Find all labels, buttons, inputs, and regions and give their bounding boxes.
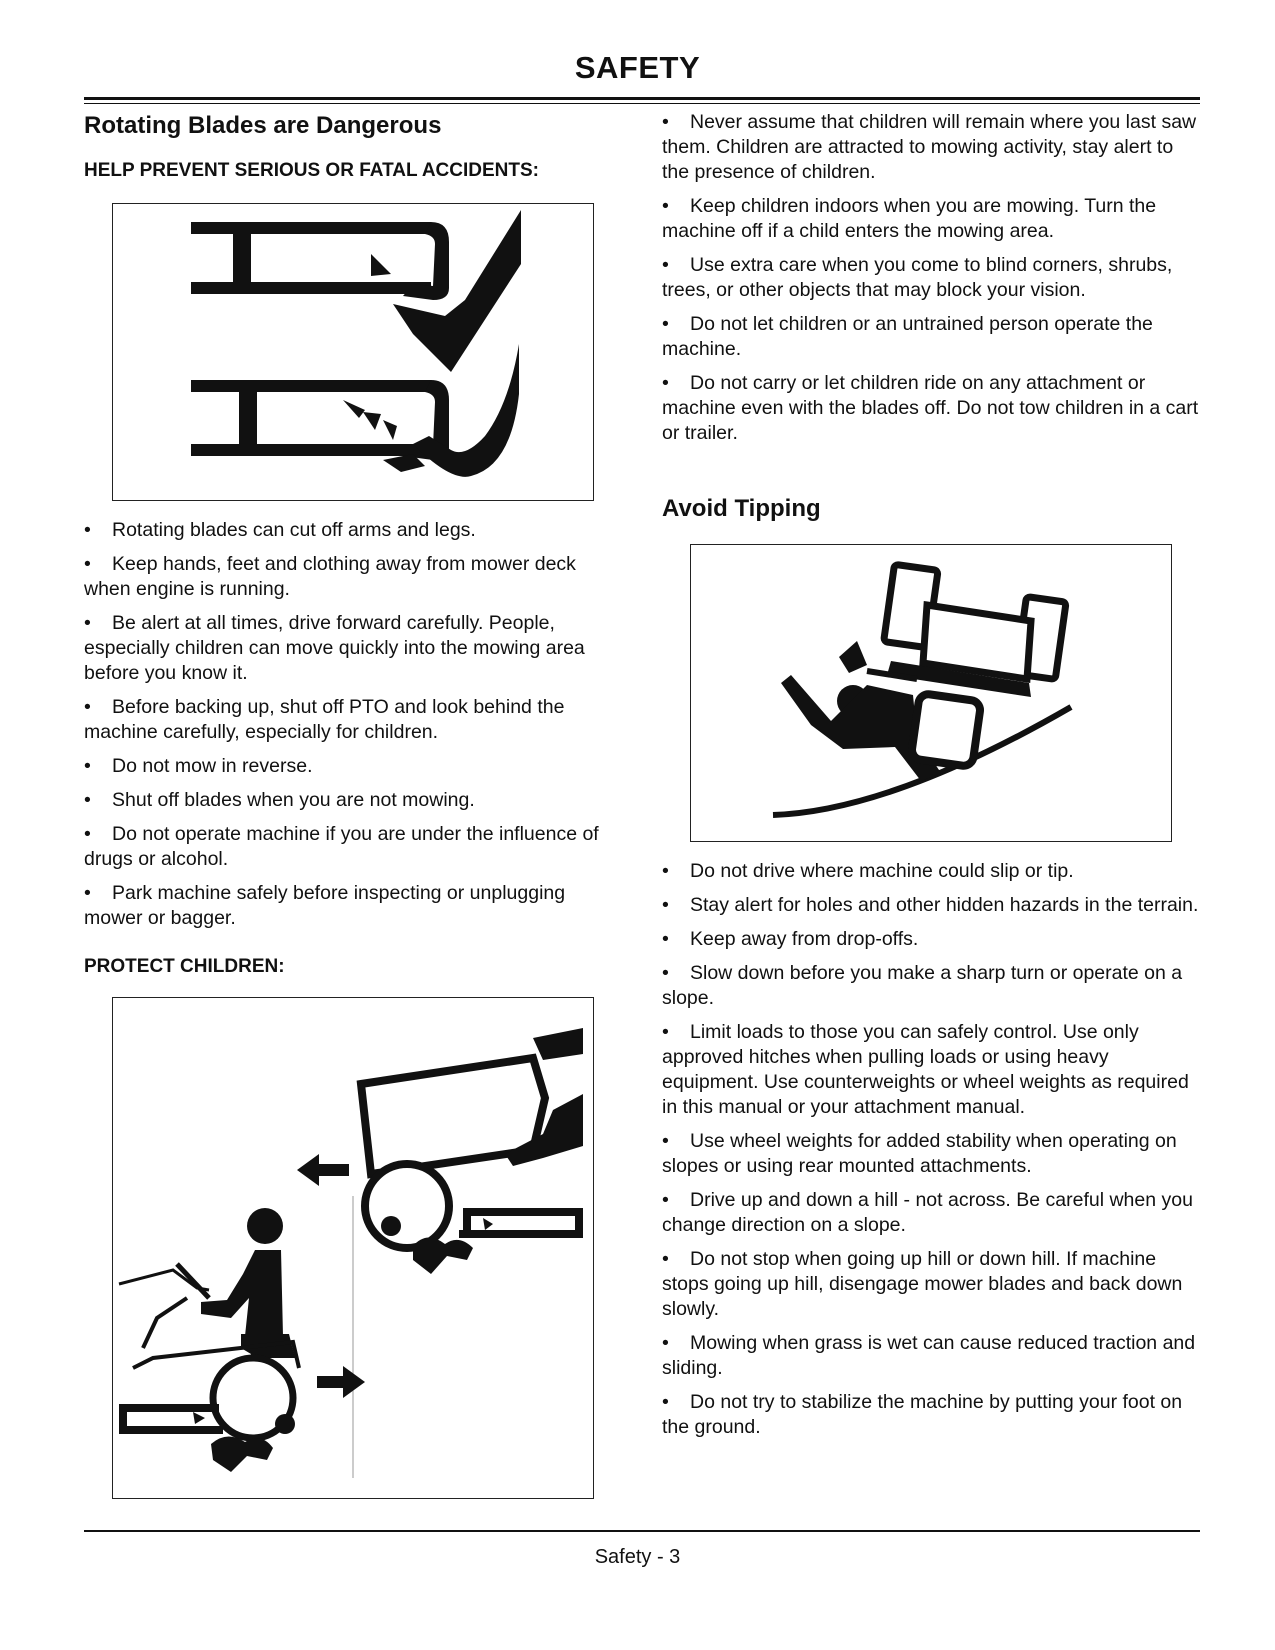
bullet-marker: •: [84, 696, 91, 718]
list-item: • Limit loads to those you can safely control. Use only approved hitches when pulling loads or using heavy equipment. Use counterweights or wheel weights as required in this manual or your attachment manual.: [662, 1021, 1189, 1118]
list-item: • Never assume that children will remain where you last saw them. Children are attracted to mowing activity, stay alert to the presence of children.: [662, 111, 1197, 183]
list-item: • Do not try to stabilize the machine by putting your foot on the ground.: [662, 1391, 1183, 1438]
bullet-marker: •: [84, 882, 91, 904]
protect-children-illustration: [112, 997, 594, 1499]
list-item: • Keep hands, feet and clothing away from mower deck when engine is running.: [84, 553, 576, 600]
blade-hazard-illustration: [112, 203, 594, 501]
list-item: • Do not stop when going up hill or down hill. If machine stops going up hill, disengage mower blades and back down slowly.: [662, 1248, 1183, 1320]
list-item: • Mowing when grass is wet can cause reduced traction and sliding.: [662, 1332, 1196, 1379]
left-column: [84, 110, 624, 1499]
bullet-marker: •: [662, 1189, 669, 1211]
right-column: [662, 110, 1202, 1449]
list-item: • Use wheel weights for added stability when operating on slopes or using rear mounted attachments.: [662, 1130, 1177, 1177]
list-item: • Be alert at all times, drive forward carefully. People, especially children can move quickly into the mowing area before you know it.: [84, 612, 585, 684]
blade-bullet-list: [84, 518, 624, 931]
list-item: • Before backing up, shut off PTO and look behind the machine carefully, especially for children.: [84, 696, 565, 743]
bullet-marker: •: [662, 1248, 669, 1270]
bullet-marker: •: [662, 860, 669, 882]
bullet-marker: •: [662, 372, 669, 394]
bullet-marker: •: [84, 789, 91, 811]
page-number: Safety - 3: [594, 1546, 681, 1568]
list-item: • Stay alert for holes and other hidden hazards in the terrain.: [662, 894, 1199, 916]
bullet-marker: •: [662, 1021, 669, 1043]
bullet-marker: •: [84, 823, 91, 845]
footer-rule: [84, 1530, 1200, 1532]
bullet-marker: •: [662, 1391, 669, 1413]
bullet-marker: •: [84, 519, 91, 541]
bullet-marker: •: [662, 1130, 669, 1152]
bullet-marker: •: [662, 313, 669, 335]
bullet-marker: •: [662, 894, 669, 916]
tipping-illustration: [690, 544, 1172, 842]
list-item: • Drive up and down a hill - not across. Be careful when you change direction on a slope.: [662, 1189, 1193, 1236]
list-item: • Shut off blades when you are not mowing.: [84, 789, 475, 811]
list-item: • Use extra care when you come to blind corners, shrubs, trees, or other objects that may block your vision.: [662, 254, 1173, 301]
tipping-bullet-list: [662, 859, 1202, 1440]
header-rule-thick: [84, 97, 1200, 100]
bullet-marker: •: [84, 755, 91, 777]
bullet-marker: •: [662, 928, 669, 950]
section-heading-rotating-blades: Rotating Blades are Dangerous: [84, 112, 442, 139]
bullet-marker: •: [662, 111, 669, 133]
list-item: • Do not drive where machine could slip or tip.: [662, 860, 1074, 882]
bullet-marker: •: [662, 254, 669, 276]
subheading-protect-children: PROTECT CHILDREN:: [84, 956, 285, 977]
children-hazard-icon: [113, 998, 593, 1498]
children-bullet-list: [662, 110, 1202, 446]
bullet-marker: •: [84, 612, 91, 634]
list-item: • Keep children indoors when you are mowing. Turn the machine off if a child enters the mowing area.: [662, 195, 1157, 242]
bullet-marker: •: [662, 195, 669, 217]
subheading-prevent-accidents: HELP PREVENT SERIOUS OR FATAL ACCIDENTS:: [84, 160, 539, 181]
list-item: • Park machine safely before inspecting or unplugging mower or bagger.: [84, 882, 566, 929]
bullet-marker: •: [662, 962, 669, 984]
list-item: • Keep away from drop-offs.: [662, 928, 919, 950]
page-title: SAFETY: [574, 50, 701, 85]
list-item: • Do not let children or an untrained person operate the machine.: [662, 313, 1153, 360]
header-rule-thin: [84, 103, 1200, 104]
list-item: • Rotating blades can cut off arms and legs.: [84, 519, 476, 541]
section-heading-avoid-tipping: Avoid Tipping: [662, 495, 821, 522]
list-item: • Do not mow in reverse.: [84, 755, 313, 777]
list-item: • Do not operate machine if you are under the influence of drugs or alcohol.: [84, 823, 599, 870]
list-item: • Do not carry or let children ride on any attachment or machine even with the blades off. Do not tow children in a cart or trailer.: [662, 372, 1199, 444]
tipping-hazard-icon: [691, 545, 1171, 841]
bullet-marker: •: [662, 1332, 669, 1354]
list-item: • Slow down before you make a sharp turn or operate on a slope.: [662, 962, 1183, 1009]
bullet-marker: •: [84, 553, 91, 575]
blade-hazard-icon: [113, 204, 593, 500]
